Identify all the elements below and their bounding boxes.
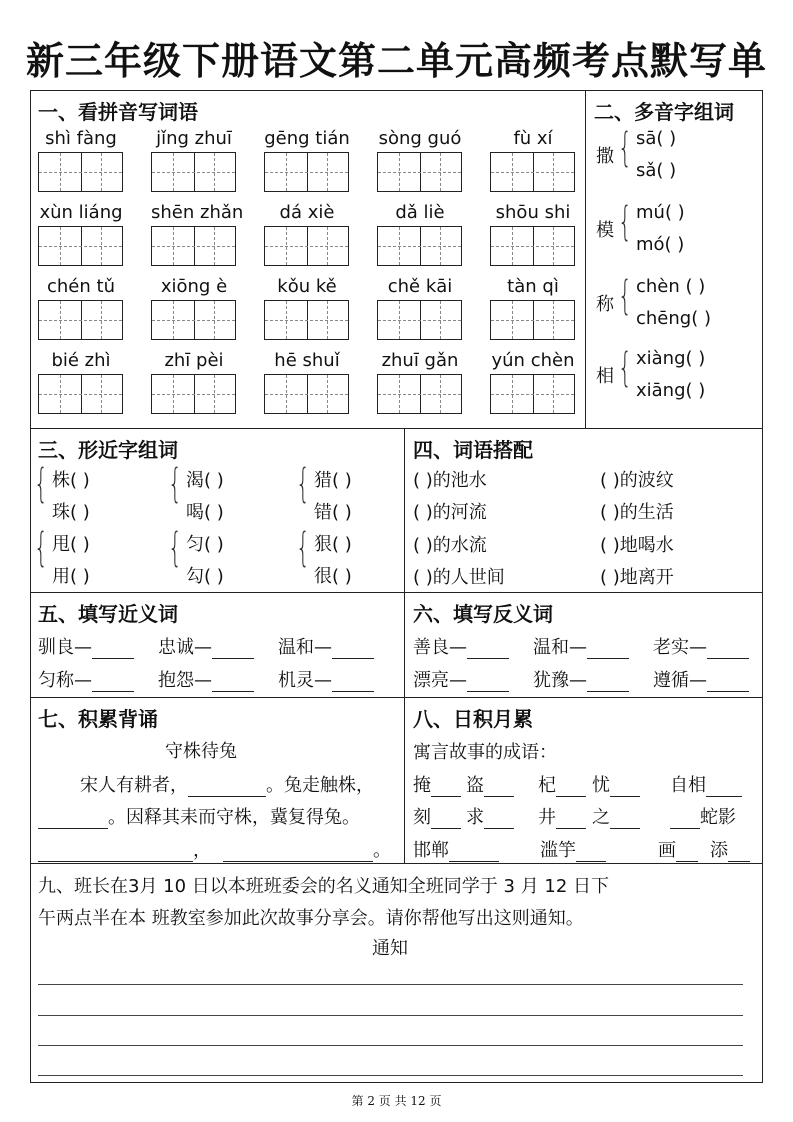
- word-pair: [158, 666, 254, 692]
- writing-grid[interactable]: [38, 226, 123, 266]
- given-word: 忠诚—: [158, 637, 212, 658]
- idiom-char: 忧: [592, 775, 610, 796]
- polyphone-char: 相: [596, 366, 614, 387]
- notice-task-line-2: 午两点半在本 班教室参加此次故事分享会。请你帮他写出这则通知。: [38, 908, 584, 929]
- idiom-fragment: [466, 771, 514, 797]
- polyphone-reading: xiāng( ): [636, 380, 706, 401]
- writing-grid[interactable]: [151, 152, 236, 192]
- pinyin-label: dá xiè: [279, 202, 335, 223]
- idiom-char: 盗: [466, 775, 484, 796]
- idiom-fragment: [413, 803, 461, 829]
- grid-guide: [265, 246, 348, 247]
- section-7-heading: 七、积累背诵: [38, 707, 158, 731]
- idiom-char: 画: [658, 840, 676, 861]
- polyphone-char: 撒: [596, 146, 614, 167]
- answer-blank[interactable]: [431, 810, 461, 829]
- section-3-heading: 三、形近字组词: [38, 438, 178, 462]
- word-pair: [158, 633, 254, 659]
- answer-blank[interactable]: [38, 810, 108, 829]
- given-word: 老实—: [653, 637, 707, 658]
- answer-blank[interactable]: [467, 640, 509, 659]
- answer-blank[interactable]: [188, 778, 266, 797]
- pinyin-label: gēng tián: [264, 128, 350, 149]
- section-2-heading: 二、多音字组词: [594, 100, 734, 124]
- idiom-char: 添: [710, 840, 728, 861]
- section-1-heading: 一、看拼音写词语: [38, 100, 198, 124]
- writing-grid[interactable]: [264, 226, 349, 266]
- idiom-fragment: [538, 803, 586, 829]
- page-footer: 第 2 页 共 12 页: [351, 1094, 442, 1108]
- writing-grid[interactable]: [151, 300, 236, 340]
- pinyin-label: tàn qì: [507, 276, 559, 297]
- word-pair: [278, 666, 374, 692]
- grid-guide: [491, 246, 574, 247]
- answer-blank[interactable]: [449, 843, 499, 862]
- given-word: 犹豫—: [533, 670, 587, 691]
- idiom-char: 蛇影: [700, 807, 736, 828]
- polyphone-reading: mó( ): [636, 234, 685, 255]
- idiom-fragment: [538, 771, 586, 797]
- notice-task-line-1: 九、班长在3月 10 日以本班班委会的名义通知全班同学于 3 月 12 日下: [38, 876, 610, 897]
- answer-blank[interactable]: [212, 673, 254, 692]
- pinyin-label: hē shuǐ: [274, 350, 340, 371]
- answer-blank[interactable]: [38, 843, 193, 862]
- idiom-fragment: [710, 836, 750, 862]
- grid-guide: [491, 320, 574, 321]
- idiom-char: 之: [592, 807, 610, 828]
- answer-blank[interactable]: [728, 843, 750, 862]
- similar-char-item: 猎( ): [314, 470, 352, 491]
- given-word: 善良—: [413, 637, 467, 658]
- brace-icon: {: [296, 461, 310, 507]
- writing-grid[interactable]: [264, 152, 349, 192]
- writing-grid[interactable]: [264, 300, 349, 340]
- writing-grid[interactable]: [377, 152, 462, 192]
- matching-item: ( )地离开: [600, 567, 674, 588]
- given-word: 机灵—: [278, 670, 332, 691]
- notice-title: 通知: [372, 938, 408, 959]
- brace-icon: {: [618, 125, 632, 171]
- writing-grid[interactable]: [490, 300, 575, 340]
- pinyin-label: fù xí: [513, 128, 553, 149]
- similar-char-item: 很( ): [314, 566, 352, 587]
- similar-char-item: 渴( ): [186, 470, 224, 491]
- answer-blank[interactable]: [223, 843, 373, 862]
- similar-char-item: 甩( ): [52, 534, 90, 555]
- matching-item: ( )的河流: [413, 502, 487, 523]
- brace-icon: {: [296, 525, 310, 571]
- polyphone-reading: xiàng( ): [636, 348, 706, 369]
- poem-line-3: ， 。: [38, 836, 391, 862]
- similar-char-item: 匀( ): [186, 534, 224, 555]
- idiom-fragment: [658, 836, 698, 862]
- given-word: 抱怨—: [158, 670, 212, 691]
- answer-blank[interactable]: [706, 778, 742, 797]
- answer-blank[interactable]: [556, 778, 586, 797]
- answer-blank[interactable]: [431, 778, 461, 797]
- writing-grid[interactable]: [490, 226, 575, 266]
- idiom-char: 掩: [413, 775, 431, 796]
- word-pair: [38, 666, 134, 692]
- polyphone-char: 模: [596, 220, 614, 241]
- word-pair: [653, 633, 749, 659]
- grid-guide: [39, 320, 122, 321]
- idiom-fragment: [413, 836, 499, 862]
- pinyin-label: xiōng è: [160, 276, 228, 297]
- answer-blank[interactable]: [332, 640, 374, 659]
- similar-char-item: 错( ): [314, 502, 352, 523]
- answer-blank[interactable]: [587, 673, 629, 692]
- divider: [404, 428, 405, 863]
- pinyin-label: shōu shi: [495, 202, 571, 223]
- idiom-char: 杞: [538, 775, 556, 796]
- grid-guide: [265, 320, 348, 321]
- answer-blank[interactable]: [670, 810, 700, 829]
- divider: [30, 428, 763, 429]
- word-pair: [413, 633, 509, 659]
- section-8-heading: 八、日积月累: [413, 707, 533, 731]
- divider: [30, 863, 763, 864]
- writing-line[interactable]: [38, 1075, 743, 1076]
- idiom-fragment: [466, 803, 514, 829]
- answer-blank[interactable]: [467, 673, 509, 692]
- answer-blank[interactable]: [556, 810, 586, 829]
- pinyin-label: dǎ liè: [395, 202, 445, 223]
- grid-guide: [152, 172, 235, 173]
- idiom-fragment: [540, 836, 606, 862]
- similar-char-item: 喝( ): [186, 502, 224, 523]
- idiom-char: 求: [466, 807, 484, 828]
- given-word: 漂亮—: [413, 670, 467, 691]
- pinyin-label: bié zhì: [51, 350, 111, 371]
- grid-guide: [378, 246, 461, 247]
- similar-char-item: 珠( ): [52, 502, 90, 523]
- answer-blank[interactable]: [212, 640, 254, 659]
- idiom-fragment: [592, 803, 640, 829]
- poem-title: 守株待兔: [165, 741, 237, 762]
- writing-grid[interactable]: [38, 374, 123, 414]
- answer-blank[interactable]: [484, 810, 514, 829]
- brace-icon: {: [168, 461, 182, 507]
- given-word: 驯良—: [38, 637, 92, 658]
- answer-blank[interactable]: [610, 778, 640, 797]
- writing-grid[interactable]: [151, 374, 236, 414]
- writing-grid[interactable]: [38, 300, 123, 340]
- brace-icon: {: [618, 273, 632, 319]
- grid-guide: [491, 394, 574, 395]
- brace-icon: {: [34, 525, 48, 571]
- pinyin-label: zhī pèi: [164, 350, 224, 371]
- given-word: 温和—: [278, 637, 332, 658]
- section-4-heading: 四、词语搭配: [413, 438, 533, 462]
- idiom-char: 自相: [670, 775, 706, 796]
- writing-grid[interactable]: [377, 300, 462, 340]
- polyphone-reading: mú( ): [636, 202, 685, 223]
- grid-guide: [39, 246, 122, 247]
- divider: [585, 90, 586, 428]
- matching-item: ( )地喝水: [600, 535, 674, 556]
- writing-grid[interactable]: [377, 226, 462, 266]
- given-word: 温和—: [533, 637, 587, 658]
- given-word: 匀称—: [38, 670, 92, 691]
- section-5-heading: 五、填写近义词: [38, 602, 178, 626]
- answer-blank[interactable]: [676, 843, 698, 862]
- polyphone-reading: sā( ): [636, 128, 677, 149]
- pinyin-label: kǒu kě: [277, 276, 337, 297]
- pinyin-label: shì fàng: [45, 128, 117, 149]
- grid-guide: [378, 172, 461, 173]
- matching-item: ( )的水流: [413, 535, 487, 556]
- writing-line[interactable]: [38, 984, 743, 985]
- brace-icon: {: [168, 525, 182, 571]
- word-pair: [653, 666, 749, 692]
- section-6-heading: 六、填写反义词: [413, 602, 553, 626]
- writing-line[interactable]: [38, 1045, 743, 1046]
- pinyin-label: yún chèn: [491, 350, 575, 371]
- polyphone-reading: chēng( ): [636, 308, 711, 329]
- matching-item: ( )的波纹: [600, 470, 674, 491]
- pinyin-label: xùn liáng: [39, 202, 123, 223]
- grid-guide: [265, 394, 348, 395]
- polyphone-char: 称: [596, 294, 614, 315]
- poem-line-1: 宋人有耕者， 。兔走触株，: [80, 775, 374, 796]
- page-title: 新三年级下册语文第二单元高频考点默写单: [25, 39, 767, 83]
- writing-grid[interactable]: [490, 152, 575, 192]
- divider: [30, 697, 763, 698]
- grid-guide: [491, 172, 574, 173]
- grid-guide: [378, 320, 461, 321]
- writing-grid[interactable]: [264, 374, 349, 414]
- answer-blank[interactable]: [92, 673, 134, 692]
- similar-char-item: 用( ): [52, 566, 90, 587]
- grid-guide: [39, 172, 122, 173]
- idiom-subtitle: 寓言故事的成语：: [413, 742, 557, 763]
- answer-blank[interactable]: [92, 640, 134, 659]
- grid-guide: [152, 394, 235, 395]
- idiom-fragment: [413, 771, 461, 797]
- answer-blank[interactable]: [707, 640, 749, 659]
- writing-line[interactable]: [38, 1015, 743, 1016]
- matching-item: ( )的池水: [413, 470, 487, 491]
- similar-char-item: 狠( ): [314, 534, 352, 555]
- pinyin-label: zhuī gǎn: [381, 350, 459, 371]
- similar-char-item: 株( ): [52, 470, 90, 491]
- pinyin-label: chén tǔ: [47, 276, 115, 297]
- idiom-char: 邯郸: [413, 840, 449, 861]
- brace-icon: {: [34, 461, 48, 507]
- grid-guide: [152, 320, 235, 321]
- similar-char-item: 勾( ): [186, 566, 224, 587]
- polyphone-reading: chèn ( ): [636, 276, 706, 297]
- polyphone-reading: sǎ( ): [636, 160, 677, 181]
- poem-line-2: 。因释其耒而守株，冀复得兔。: [38, 803, 360, 829]
- word-pair: [413, 666, 509, 692]
- writing-grid[interactable]: [38, 152, 123, 192]
- writing-grid[interactable]: [490, 374, 575, 414]
- answer-blank[interactable]: [332, 673, 374, 692]
- writing-grid[interactable]: [151, 226, 236, 266]
- pinyin-label: sòng guó: [378, 128, 462, 149]
- matching-item: ( )的人世间: [413, 567, 505, 588]
- word-pair: [38, 633, 134, 659]
- idiom-char: 滥竽: [540, 840, 576, 861]
- grid-guide: [152, 246, 235, 247]
- divider: [30, 592, 763, 593]
- word-pair: [533, 633, 629, 659]
- word-pair: [278, 633, 374, 659]
- brace-icon: {: [618, 345, 632, 391]
- pinyin-label: chě kāi: [387, 276, 453, 297]
- writing-grid[interactable]: [377, 374, 462, 414]
- grid-guide: [39, 394, 122, 395]
- answer-blank[interactable]: [484, 778, 514, 797]
- pinyin-label: shēn zhǎn: [151, 202, 244, 223]
- answer-blank[interactable]: [587, 640, 629, 659]
- idiom-fragment: [592, 771, 640, 797]
- answer-blank[interactable]: [610, 810, 640, 829]
- idiom-fragment: [670, 771, 742, 797]
- grid-guide: [265, 172, 348, 173]
- pinyin-label: jǐng zhuī: [156, 128, 232, 149]
- answer-blank[interactable]: [707, 673, 749, 692]
- idiom-char: 刻: [413, 807, 431, 828]
- word-pair: [533, 666, 629, 692]
- matching-item: ( )的生活: [600, 502, 674, 523]
- given-word: 遵循—: [653, 670, 707, 691]
- idiom-fragment: [670, 803, 736, 829]
- idiom-char: 井: [538, 807, 556, 828]
- grid-guide: [378, 394, 461, 395]
- answer-blank[interactable]: [576, 843, 606, 862]
- brace-icon: {: [618, 199, 632, 245]
